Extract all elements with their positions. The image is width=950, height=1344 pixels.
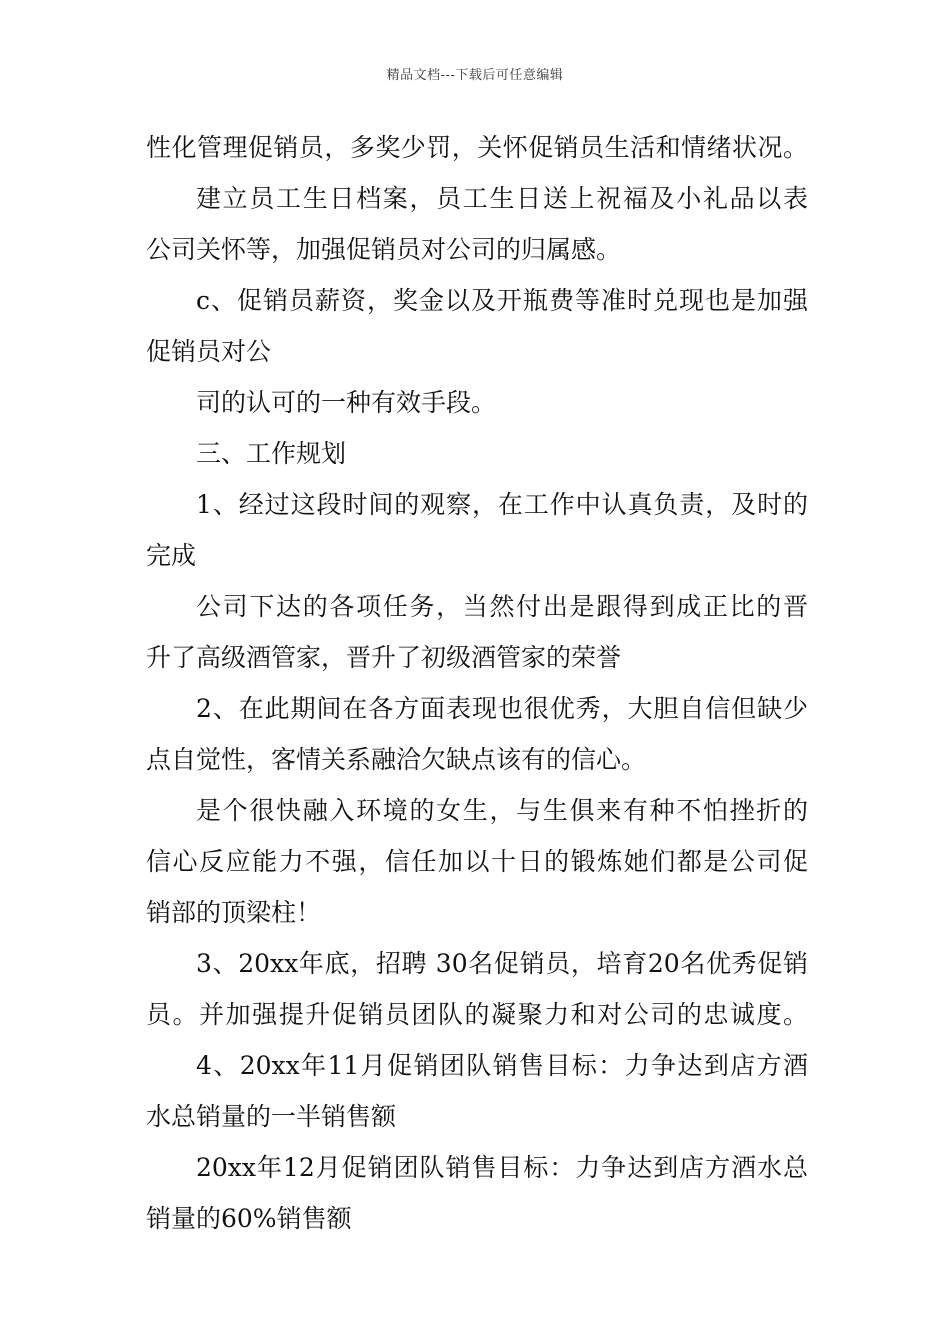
text-line: 20xx年12月促销团队销售目标：力争达到店方酒水总	[196, 1153, 808, 1182]
text-line: 司的认可的一种有效手段。	[196, 388, 497, 417]
text-line: 4、20xx年11月促销团队销售目标：力争达到店方酒	[196, 1051, 808, 1080]
text-line: 3、20xx年底，招聘 30名促销员，培育20名优秀促销	[196, 949, 808, 978]
text-line: 完成	[146, 541, 197, 570]
text-line: 员。并加强提升促销员团队的凝聚力和对公司的忠诚度。	[146, 1000, 808, 1029]
text-line: 公司下达的各项任务，当然付出是跟得到成正比的晋	[196, 592, 808, 621]
text-line: 促销员对公	[146, 337, 272, 366]
text-line: 点自觉性，客情关系融洽欠缺点该有的信心。	[146, 745, 647, 774]
text-line: 销量的60%销售额	[146, 1204, 352, 1233]
text-line: 是个很快融入环境的女生，与生俱来有种不怕挫折的	[196, 796, 808, 825]
text-line: 销部的顶梁柱！	[146, 898, 322, 927]
text-line: 信心反应能力不强，信任加以十日的锻炼她们都是公司促	[146, 847, 808, 876]
text-line: 2、在此期间在各方面表现也很优秀，大胆自信但缺少	[196, 694, 808, 723]
text-line: 性化管理促销员，多奖少罚，关怀促销员生活和情绪状况。	[146, 133, 808, 162]
text-line: c、促销员薪资，奖金以及开瓶费等准时兑现也是加强	[196, 286, 808, 315]
text-line: 1、经过这段时间的观察，在工作中认真负责，及时的	[196, 490, 808, 519]
text-line: 水总销量的一半销售额	[146, 1102, 397, 1131]
document-body	[146, 122, 808, 1244]
section-heading: 三、工作规划	[196, 439, 347, 468]
text-line: 建立员工生日档案，员工生日送上祝福及小礼品以表	[196, 184, 808, 213]
text-line: 公司关怀等，加强促销员对公司的归属感。	[146, 235, 622, 264]
text-line: 升了高级酒管家，晋升了初级酒管家的荣誉	[146, 643, 622, 672]
page-header: 精品文档---下载后可任意编辑	[386, 68, 564, 83]
